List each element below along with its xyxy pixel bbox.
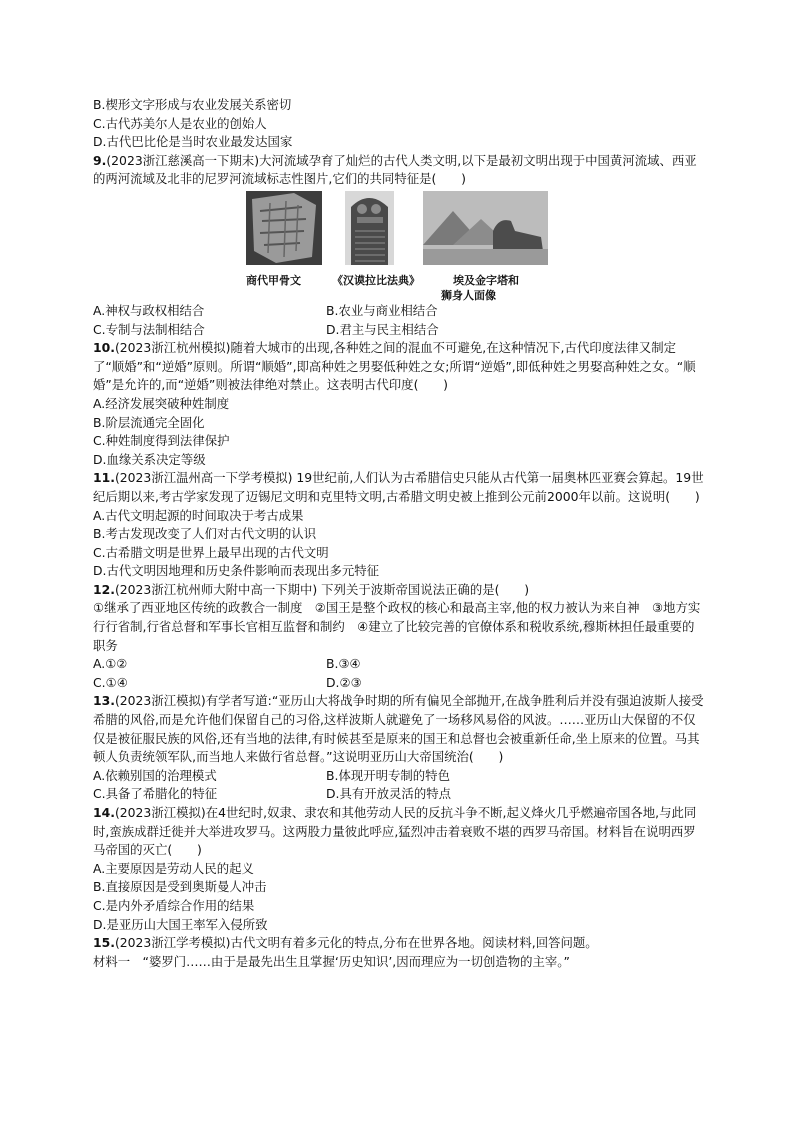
q12-option-c: C.①④ bbox=[93, 674, 128, 690]
hammurabi-stele-image bbox=[345, 191, 394, 265]
q9-options-row1 bbox=[93, 302, 705, 321]
question-number: 14. bbox=[93, 805, 115, 820]
caption-hammurabi: 《汉谟拉比法典》 bbox=[332, 273, 420, 287]
q13-option-a: A.依赖别国的治理模式 bbox=[93, 767, 217, 783]
q14-option-a: A.主要原因是劳动人民的起义 bbox=[93, 860, 254, 876]
q12-statements: ①继承了西亚地区传统的政教合一制度 ②国王是整个政权的核心和最高主宰,他的权力被认为来自神 ③地方实行行省制,行省总督和军事长官相互监督和制约 ④建立了比较完善的官僚体系和税收系统,穆斯林担任最重要的职务 bbox=[93, 600, 701, 653]
question-stem: (2023浙江温州高一下学考模拟) 19世纪前,人们认为古希腊信史只能从古代第一届奥林匹亚赛会算起。19世纪后期以来,考古学家发现了迈锡尼文明和克里特文明,古希腊文明史被上推到公元前2000年以前。这说明( ) bbox=[93, 470, 704, 504]
question-stem: (2023浙江杭州师大附中高一下期中) 下列关于波斯帝国说法正确的是( ) bbox=[114, 581, 530, 597]
question-number: 9. bbox=[93, 152, 107, 168]
q10-option-a: A.经济发展突破种姓制度 bbox=[93, 395, 230, 411]
q15-material-1: 材料一 “婆罗门……由于是最先出生且掌握‘历史知识’,因而理应为一切创造物的主宰。” bbox=[93, 953, 570, 969]
question-13 bbox=[93, 692, 705, 766]
question-stem: (2023浙江杭州模拟)随着大城市的出现,各种姓之间的混血不可避免,在这种情况下,古代印度法律又制定了“顺婚”和“逆婚”原则。所谓“顺婚”,即高种姓之男娶低种姓之女;所谓“逆婚”,即低种姓之男娶高种姓之女。“顺婚”是允许的,而“逆婚”则被法律绝对禁止。这表明古代印度( ) bbox=[93, 340, 696, 393]
q8-option-b: B.楔形文字形成与农业发展关系密切 bbox=[93, 97, 292, 112]
q14-option-d: D.是亚历山大国王率军入侵所致 bbox=[93, 916, 268, 932]
question-11 bbox=[93, 469, 705, 506]
q13-option-c: C.具备了希腊化的特征 bbox=[93, 786, 218, 802]
question-10 bbox=[93, 339, 705, 395]
q12-options-row2 bbox=[93, 674, 705, 693]
q11-option-c: C.古希腊文明是世界上最早出现的古代文明 bbox=[93, 544, 329, 560]
q9-option-c: C.专制与法制相结合 bbox=[93, 321, 205, 337]
q13-option-d: D.具有开放灵活的特点 bbox=[326, 786, 451, 802]
q13-options-row2 bbox=[93, 785, 705, 804]
question-number: 13. bbox=[93, 693, 115, 709]
question-15 bbox=[93, 934, 705, 953]
q11-option-d: D.古代文明因地理和历史条件影响而表现出多元特征 bbox=[93, 563, 380, 579]
q9-option-b: B.农业与商业相结合 bbox=[326, 302, 438, 318]
question-number: 12. bbox=[93, 581, 115, 597]
q11-option-b: B.考古发现改变了人们对古代文明的认识 bbox=[93, 526, 317, 542]
q10-option-d: D.血缘关系决定等级 bbox=[93, 451, 206, 467]
q12-option-b: B.③④ bbox=[326, 656, 361, 672]
q10-option-c: C.种姓制度得到法律保护 bbox=[93, 433, 230, 449]
question-stem: (2023浙江模拟)有学者写道:“亚历山大将战争时期的所有偏见全部抛开,在战争胜利后并没有强迫波斯人接受希腊的风俗,而是允许他们保留自己的习俗,这样波斯人就避免了一场移风易俗的风波。……亚历山大保留的不仅仅是被征服民族的风俗,还有当地的法律,有时候甚至是原来的国王和总督也会被重新任命,坐上原来的位置。马其顿人负责统领军队,而当地人来做行省总督。”这说明亚历山大帝国统治( ) bbox=[93, 693, 704, 765]
figure-group bbox=[93, 191, 705, 302]
caption-oracle-bone: 商代甲骨文 bbox=[246, 273, 301, 287]
question-number: 10. bbox=[93, 340, 115, 356]
q8-option-d: D.古代巴比伦是当时农业最发达国家 bbox=[93, 134, 293, 150]
q10-option-b: B.阶层流通完全固化 bbox=[93, 414, 205, 430]
q11-option-a: A.古代文明起源的时间取决于考古成果 bbox=[93, 507, 304, 523]
q13-options-row1 bbox=[93, 767, 705, 786]
q9-option-a: A.神权与政权相结合 bbox=[93, 302, 205, 318]
q14-option-b: B.直接原因是受到奥斯曼人冲击 bbox=[93, 879, 267, 895]
question-stem: (2023浙江模拟)在4世纪时,奴隶、隶农和其他劳动人民的反抗斗争不断,起义烽火几乎燃遍帝国各地,与此同时,蛮族成群迁徙并大举进攻罗马。这两股力量彼此呼应,猛烈冲击着衰败不堪的西罗马帝国。材料旨在说明西罗马帝国的灭亡( ) bbox=[93, 805, 697, 858]
question-number: 11. bbox=[93, 470, 115, 486]
q13-option-b: B.体现开明专制的特色 bbox=[326, 767, 450, 783]
question-sheet bbox=[93, 96, 705, 971]
q12-options-row1 bbox=[93, 655, 705, 674]
q12-option-a: A.①② bbox=[93, 656, 128, 672]
question-14 bbox=[93, 804, 705, 860]
q12-option-d: D.②③ bbox=[326, 674, 362, 690]
caption-pyramid-line1: 埃及金字塔和 bbox=[453, 273, 519, 287]
question-stem: (2023浙江学考模拟)古代文明有着多元化的特点,分布在世界各地。阅读材料,回答问题。 bbox=[114, 935, 598, 951]
q14-option-c: C.是内外矛盾综合作用的结果 bbox=[93, 897, 255, 913]
oracle-bone-image bbox=[246, 191, 322, 265]
caption-pyramid-line2: 狮身人面像 bbox=[441, 288, 496, 302]
question-9 bbox=[93, 152, 705, 189]
q8-option-c: C.古代苏美尔人是农业的创始人 bbox=[93, 115, 267, 131]
question-stem: (2023浙江慈溪高一下期末)大河流域孕育了灿烂的古代人类文明,以下是最初文明出现于中国黄河流域、西亚的两河流域及北非的尼罗河流域标志性图片,它们的共同特征是( ) bbox=[93, 152, 697, 187]
question-12 bbox=[93, 581, 705, 600]
pyramid-sphinx-image bbox=[423, 191, 548, 265]
question-number: 15. bbox=[93, 935, 115, 951]
q9-options-row2 bbox=[93, 321, 705, 340]
q9-option-d: D.君主与民主相结合 bbox=[326, 321, 439, 337]
